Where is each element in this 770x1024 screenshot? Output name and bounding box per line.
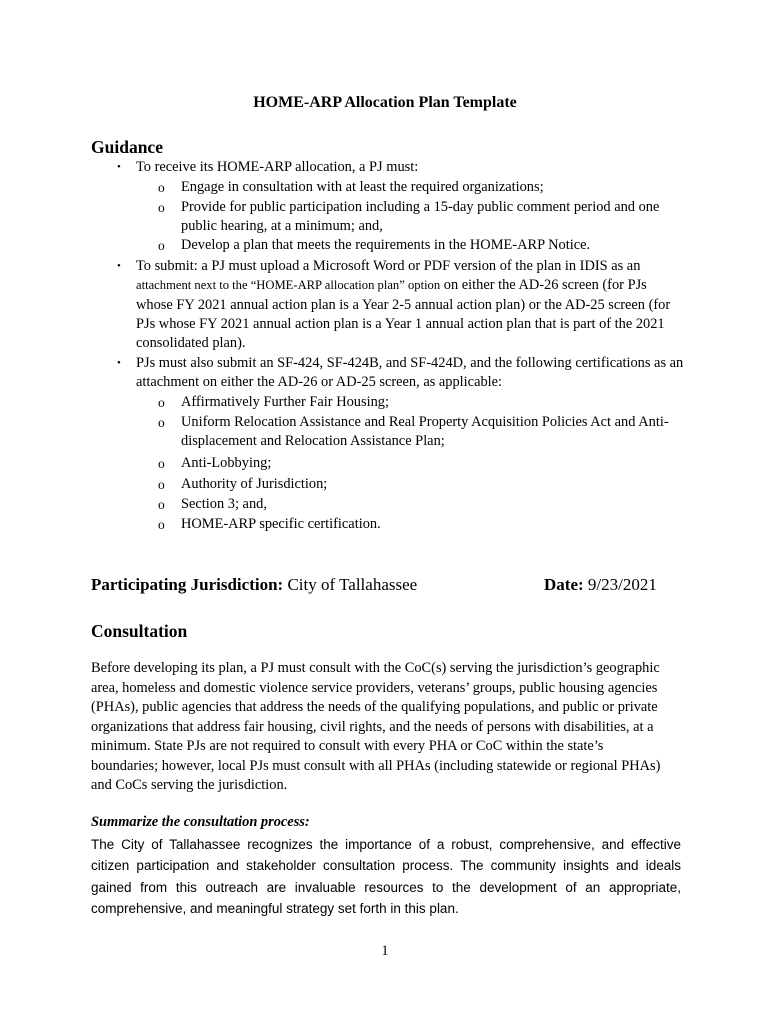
jurisdiction-value: City of Tallahassee [283, 575, 418, 594]
bullet-text: PJs must also submit an SF-424, SF-424B, and SF-424D, and the following certifications as an attachment on either the AD-26 or AD-25 screen, as applicable: [136, 355, 684, 391]
sub-marker: o [158, 477, 165, 492]
guidance-bullet-1 [117, 158, 687, 177]
guidance-sub-item: o Uniform Relocation Assistance and Real Property Acquisition Policies Act and Anti-displacement and Relocation Assistance Plan; [158, 414, 669, 450]
date-value: 9/23/2021 [583, 575, 657, 594]
guidance-sub-item: o Anti-Lobbying; [158, 454, 678, 473]
sub-marker: o [158, 415, 165, 430]
guidance-sub-item: o Affirmatively Further Fair Housing; [158, 393, 678, 412]
jurisdiction-field [91, 575, 417, 594]
date-field [544, 575, 657, 595]
bullet-marker: • [117, 357, 121, 369]
summary-text: The City of Tallahassee recognizes the importance of a robust, comprehensive, and effective citizen participation and stakeholder consultation process. The community insights and ideals gained from this outreach are invaluable resources to the development of an appropriate, comprehensive, and meaningful strategy set forth in this plan. [91, 837, 681, 917]
jurisdiction-label: Participating Jurisdiction: [91, 575, 284, 594]
guidance-heading: Guidance [91, 137, 163, 157]
consultation-heading: Consultation [91, 621, 188, 641]
sub-marker: o [158, 238, 165, 253]
sub-marker: o [158, 517, 165, 532]
jurisdiction-row [91, 575, 671, 595]
guidance-bullet-2: • To submit: a PJ must upload a Microsoft Word or PDF version of the plan in IDIS as an attachment next to the “HOME-ARP allocation plan” option on either the AD-26 screen (for PJs whose FY 2021 annual action plan is a Year 2-5 annual action plan) or the AD-25 screen (for PJs whose FY 2021 annual action plan is a Year 1 annual action plan that is part of the 2021 consolidated plan). [117, 258, 671, 352]
guidance-sub-item: o Section 3; and, [158, 495, 678, 514]
page-number: 1 [381, 943, 389, 959]
guidance-sub-item: o HOME-ARP specific certification. [158, 515, 678, 534]
bullet-marker: • [117, 161, 121, 173]
guidance-sub-item: o Develop a plan that meets the requirements in the HOME-ARP Notice. [158, 236, 678, 255]
sub-marker: o [158, 395, 165, 410]
bullet-marker: • [117, 260, 121, 272]
guidance-sub-item: o Authority of Jurisdiction; [158, 475, 678, 494]
sub-marker: o [158, 200, 165, 215]
consultation-paragraph: Before developing its plan, a PJ must consult with the CoC(s) serving the jurisdiction’s geographic area, homeless and domestic violence service providers, veterans’ groups, public housing agencies (PHAs), public agencies that address the needs of the qualifying populations, and public or private organizations that address fair housing, civil rights, and the needs of persons with disabilities, at a minimum. State PJs are not required to consult with every PHA or CoC within the state’s boundaries; however, local PJs must consult with all PHAs (including statewide or regional PHAs) and CoCs serving the jurisdiction. [91, 660, 661, 793]
date-label: Date: [544, 575, 584, 594]
bullet-text: To receive its HOME-ARP allocation, a PJ must: [136, 159, 419, 175]
guidance-bullet-3 [117, 354, 687, 393]
guidance-sub-item: o Engage in consultation with at least the required organizations; [158, 178, 678, 197]
summary-label: Summarize the consultation process: [91, 814, 310, 830]
sub-marker: o [158, 497, 165, 512]
sub-marker: o [158, 180, 165, 195]
guidance-sub-item: o Provide for public participation including a 15-day public comment period and one public hearing, at a minimum; and, [158, 199, 660, 235]
sub-marker: o [158, 456, 165, 471]
document-title: HOME-ARP Allocation Plan Template [253, 94, 517, 111]
